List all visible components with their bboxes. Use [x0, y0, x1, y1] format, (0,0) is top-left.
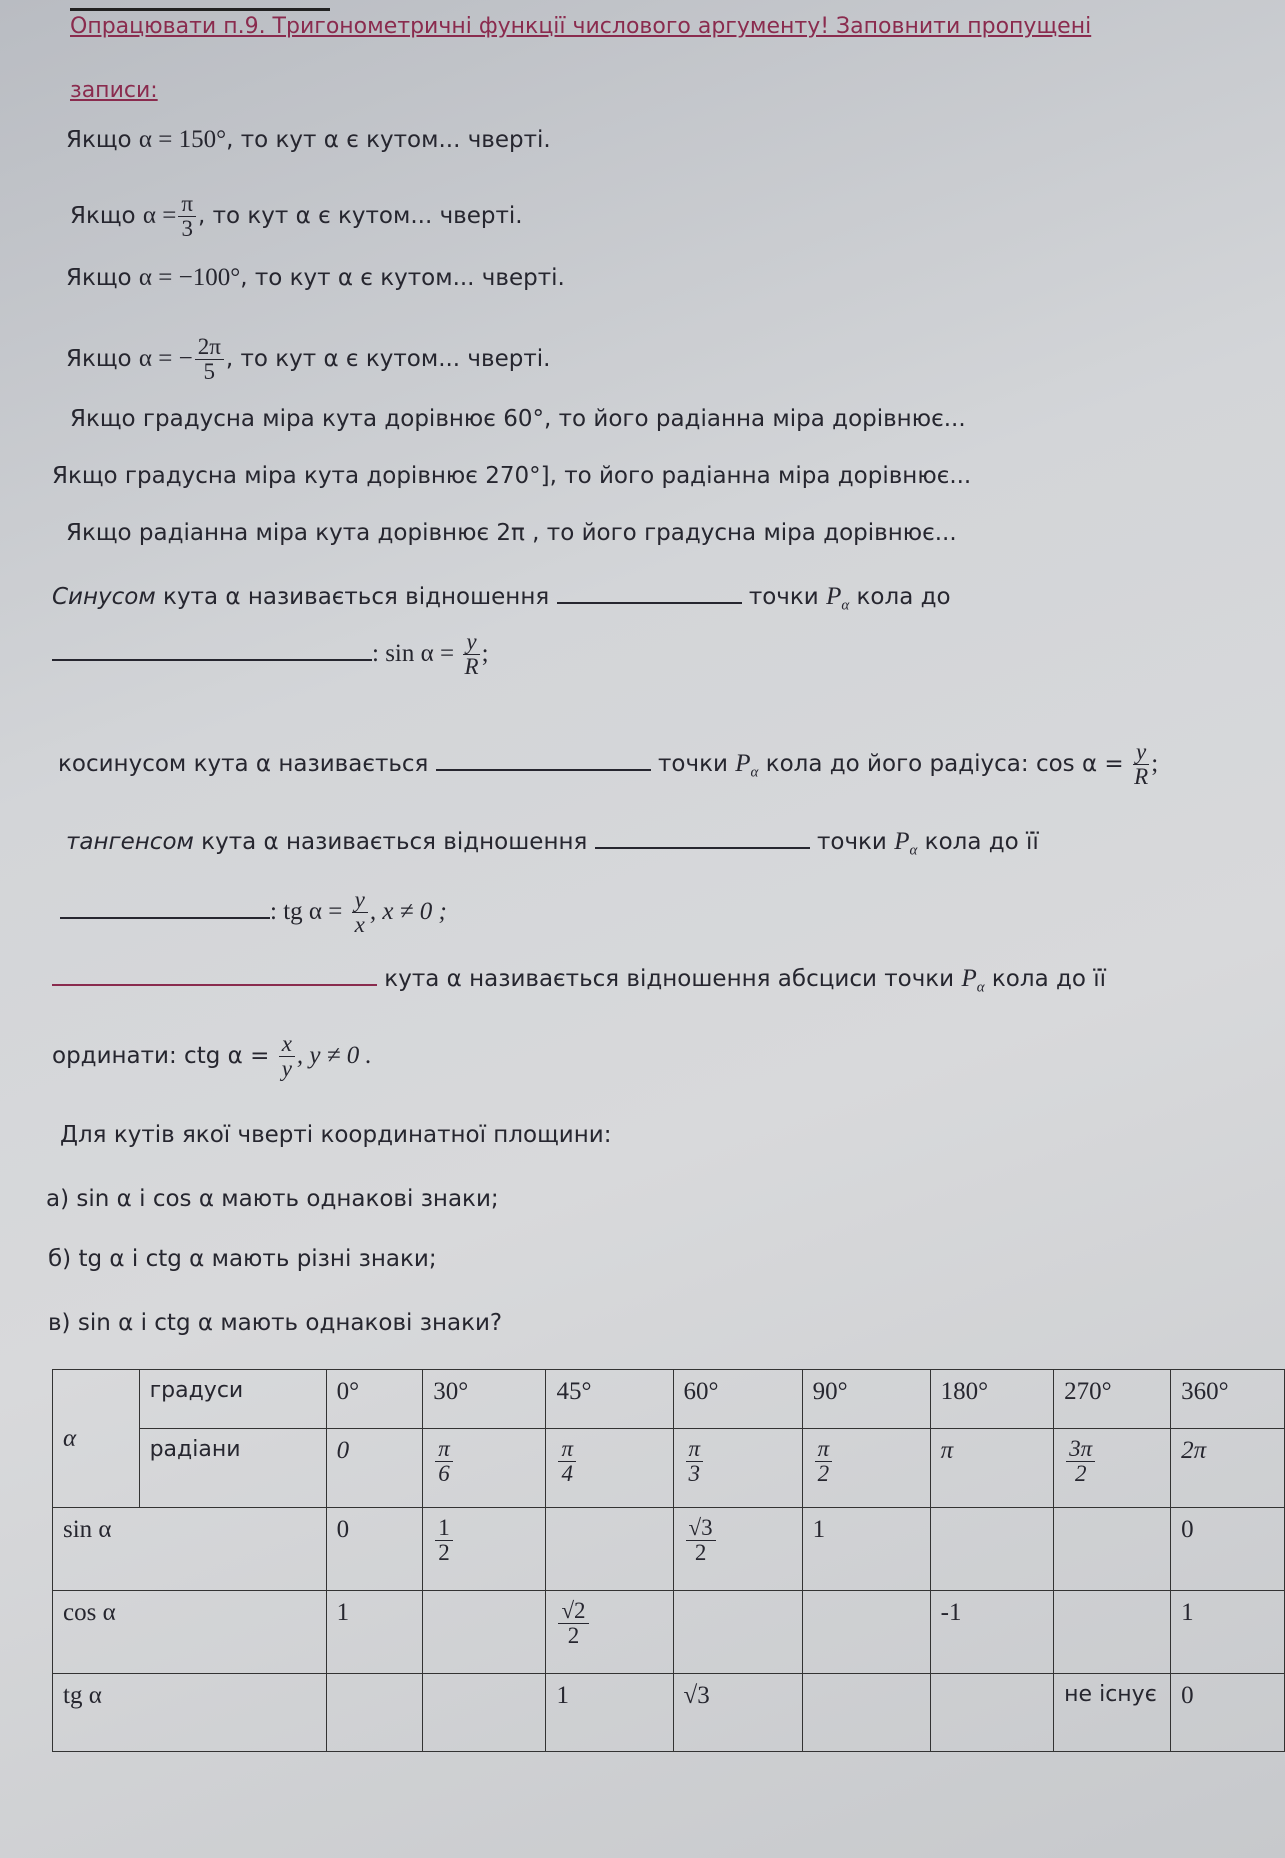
value: 2π [1181, 1437, 1207, 1464]
text: кута α називається відношення [193, 829, 595, 855]
num: π [558, 1437, 576, 1462]
text: Якщо [66, 265, 132, 291]
value-cell[interactable] [802, 1674, 930, 1752]
radian-cell [423, 1429, 546, 1508]
conversion-3: Якщо радіанна міра кута дорівнює 2π , то його градусна міра дорівнює... [66, 520, 957, 546]
text: точки [809, 829, 895, 855]
radian-cell [1171, 1429, 1285, 1508]
degree-cell: 360° [1171, 1370, 1285, 1429]
quarter-question [66, 125, 551, 155]
formula: α = 150° [138, 126, 227, 153]
degree-cell: 90° [802, 1370, 930, 1429]
value-cell[interactable] [423, 1674, 546, 1752]
row-label: sin α [53, 1508, 327, 1591]
value-cell[interactable] [930, 1674, 1054, 1752]
den: 3 [181, 216, 193, 241]
num: 3π [1066, 1437, 1095, 1462]
cos-definition [58, 740, 1158, 789]
condition: , y ≠ 0 . [296, 1042, 372, 1069]
text: , то кут α є кутом... чверті. [240, 265, 565, 291]
num: x [279, 1032, 295, 1057]
value: 1 [336, 1599, 350, 1626]
radian-cell [1054, 1429, 1171, 1508]
blank-field[interactable] [557, 580, 742, 604]
value-cell[interactable] [546, 1674, 673, 1752]
num: π [435, 1437, 453, 1462]
fraction [195, 335, 224, 384]
text: , то кут α є кутом... чверті. [226, 127, 551, 153]
text: ординати: ctg α = [52, 1043, 270, 1069]
den: 5 [203, 359, 216, 384]
num: √3 [686, 1516, 716, 1541]
degree-cell: 30° [423, 1370, 546, 1429]
degree-cell: 270° [1054, 1370, 1171, 1429]
text: ; [1151, 750, 1159, 777]
blank-field[interactable] [52, 637, 372, 661]
value: 0 [336, 1437, 350, 1464]
num: 2π [195, 335, 224, 360]
quarter-question [66, 335, 550, 384]
point-sub: α [750, 764, 759, 781]
num: y [463, 630, 479, 655]
value-cell[interactable] [1054, 1508, 1171, 1591]
text: кола до [849, 584, 951, 610]
radian-cell [802, 1429, 930, 1508]
value: 0 [336, 1516, 350, 1543]
num: y [1133, 740, 1149, 765]
value-cell[interactable] [930, 1591, 1054, 1674]
condition: , x ≠ 0 ; [369, 898, 447, 925]
ctg-formula [52, 1032, 372, 1081]
conversion-2: Якщо градусна міра кута дорівнює 270°], то його радіанна міра дорівнює... [52, 463, 972, 489]
sin-word: Синусом [52, 584, 156, 610]
formula: α = − [138, 345, 193, 372]
value: π [940, 1437, 954, 1464]
value-cell[interactable] [326, 1508, 423, 1591]
text: кола до її [984, 966, 1107, 992]
value-cell[interactable] [1171, 1591, 1285, 1674]
blank-field[interactable] [595, 825, 810, 849]
text: Якщо [70, 203, 136, 229]
value-cell[interactable] [1054, 1674, 1171, 1752]
den: 6 [438, 1461, 450, 1486]
question-c: в) sin α і ctg α мають однакові знаки? [48, 1310, 503, 1336]
den: 2 [567, 1623, 580, 1648]
row-label: tg α [53, 1674, 327, 1752]
sin-formula [52, 630, 489, 679]
fraction [435, 1437, 453, 1486]
value: √3 [683, 1682, 710, 1709]
num: π [686, 1437, 704, 1462]
num: π [178, 192, 196, 217]
value-cell[interactable] [1171, 1508, 1285, 1591]
formula: α = −100° [138, 264, 241, 291]
value: не існує [1064, 1682, 1157, 1707]
text: ; [481, 640, 489, 667]
point-sub: α [909, 842, 918, 859]
den: 2 [1074, 1461, 1087, 1486]
value: 1 [812, 1516, 826, 1543]
value: 0 [1181, 1516, 1194, 1543]
radian-cell [930, 1429, 1054, 1508]
fraction [558, 1599, 588, 1648]
text: , то кут α є кутом... чверті. [198, 203, 523, 229]
point-p: P [894, 828, 910, 855]
signature-line [70, 0, 330, 11]
value-cell[interactable] [930, 1508, 1054, 1591]
point-sub: α [841, 597, 850, 614]
question-b: б) tg α і ctg α мають різні знаки; [48, 1246, 437, 1272]
value: 0 [1181, 1682, 1194, 1709]
value-cell[interactable] [326, 1591, 423, 1674]
point-p: P [735, 750, 751, 777]
cos-word: косинусом [58, 751, 187, 777]
text: Якщо [66, 127, 132, 153]
formula: : tg α = [270, 898, 343, 925]
fraction [686, 1437, 704, 1486]
row-label: cos α [53, 1591, 327, 1674]
den: 3 [688, 1461, 701, 1486]
den: 2 [694, 1540, 707, 1565]
degree-cell: 60° [673, 1370, 802, 1429]
den: x [354, 912, 365, 937]
fraction [1133, 740, 1149, 789]
text: кола до його радіуса: cos α = [758, 751, 1124, 777]
fraction [558, 1437, 576, 1486]
blank-field[interactable] [436, 747, 651, 771]
value-cell[interactable] [673, 1674, 802, 1752]
value-cell[interactable] [673, 1591, 802, 1674]
value-cell[interactable] [546, 1591, 673, 1674]
text: кола до її [917, 829, 1039, 855]
value-cell[interactable] [802, 1591, 930, 1674]
alpha-header: α [53, 1370, 140, 1508]
fraction [352, 888, 368, 937]
value-cell[interactable] [802, 1508, 930, 1591]
value-cell[interactable] [673, 1508, 802, 1591]
value: 1 [556, 1682, 569, 1709]
point-p: P [961, 965, 977, 992]
value: 1 [1181, 1599, 1194, 1626]
degree-cell: 0° [326, 1370, 423, 1429]
den: 4 [561, 1461, 573, 1486]
tg-definition [66, 825, 1039, 866]
questions-intro: Для кутів якої чверті координатної площини: [60, 1122, 612, 1148]
quarter-question [66, 263, 565, 293]
sin-definition [52, 580, 951, 621]
trig-values-table [52, 1369, 1285, 1752]
value-cell[interactable] [546, 1508, 673, 1591]
value-cell[interactable] [423, 1508, 546, 1591]
conversion-1: Якщо градусна міра кута дорівнює 60°, то його радіанна міра дорівнює... [70, 406, 966, 432]
assignment-title-cont: записи: [70, 78, 158, 103]
point-p: P [826, 583, 842, 610]
radian-cell [673, 1429, 802, 1508]
formula: : sin α = [372, 640, 455, 667]
den: R [464, 654, 479, 679]
formula: α = [142, 202, 177, 229]
text: кута α називається [186, 751, 436, 777]
value: -1 [940, 1599, 962, 1626]
den: y [281, 1056, 292, 1081]
num: y [352, 888, 368, 913]
den: 2 [438, 1540, 450, 1565]
quarter-question [70, 192, 523, 241]
value-cell[interactable] [423, 1591, 546, 1674]
num: π [815, 1437, 833, 1462]
question-a: а) sin α і cos α мають однакові знаки; [46, 1186, 499, 1212]
text: точки [741, 584, 827, 610]
radians-label: радіани [139, 1429, 326, 1508]
fraction [178, 192, 196, 241]
tg-formula [60, 888, 447, 937]
num: √2 [558, 1599, 588, 1624]
text: Якщо [66, 346, 132, 372]
value-cell[interactable] [1054, 1591, 1171, 1674]
value-cell[interactable] [1171, 1674, 1285, 1752]
radian-cell [326, 1429, 423, 1508]
text: точки [650, 751, 736, 777]
text: , то кут α є кутом... чверті. [225, 346, 551, 372]
assignment-title: Опрацювати п.9. Тригонометричні функції числового аргументу! Заповнити пропущені [70, 14, 1092, 39]
degree-cell: 45° [546, 1370, 673, 1429]
value-cell[interactable] [326, 1674, 423, 1752]
radian-cell [546, 1429, 673, 1508]
den: R [1134, 764, 1149, 789]
fraction [1066, 1437, 1095, 1486]
den: 2 [817, 1461, 830, 1486]
degree-cell: 180° [930, 1370, 1054, 1429]
num: 1 [435, 1516, 453, 1541]
tg-word: тангенсом [66, 829, 194, 855]
blank-field[interactable] [52, 962, 377, 986]
text: кута α називається відношення [155, 584, 557, 610]
fraction [463, 630, 479, 679]
blank-field[interactable] [60, 895, 270, 919]
point-sub: α [976, 979, 985, 996]
fraction [435, 1516, 453, 1565]
ctg-definition [52, 962, 1106, 1003]
fraction [279, 1032, 295, 1081]
degrees-label: градуси [139, 1370, 326, 1429]
fraction [686, 1516, 716, 1565]
fraction [815, 1437, 833, 1486]
text: кута α називається відношення абсциси точки [377, 966, 962, 992]
